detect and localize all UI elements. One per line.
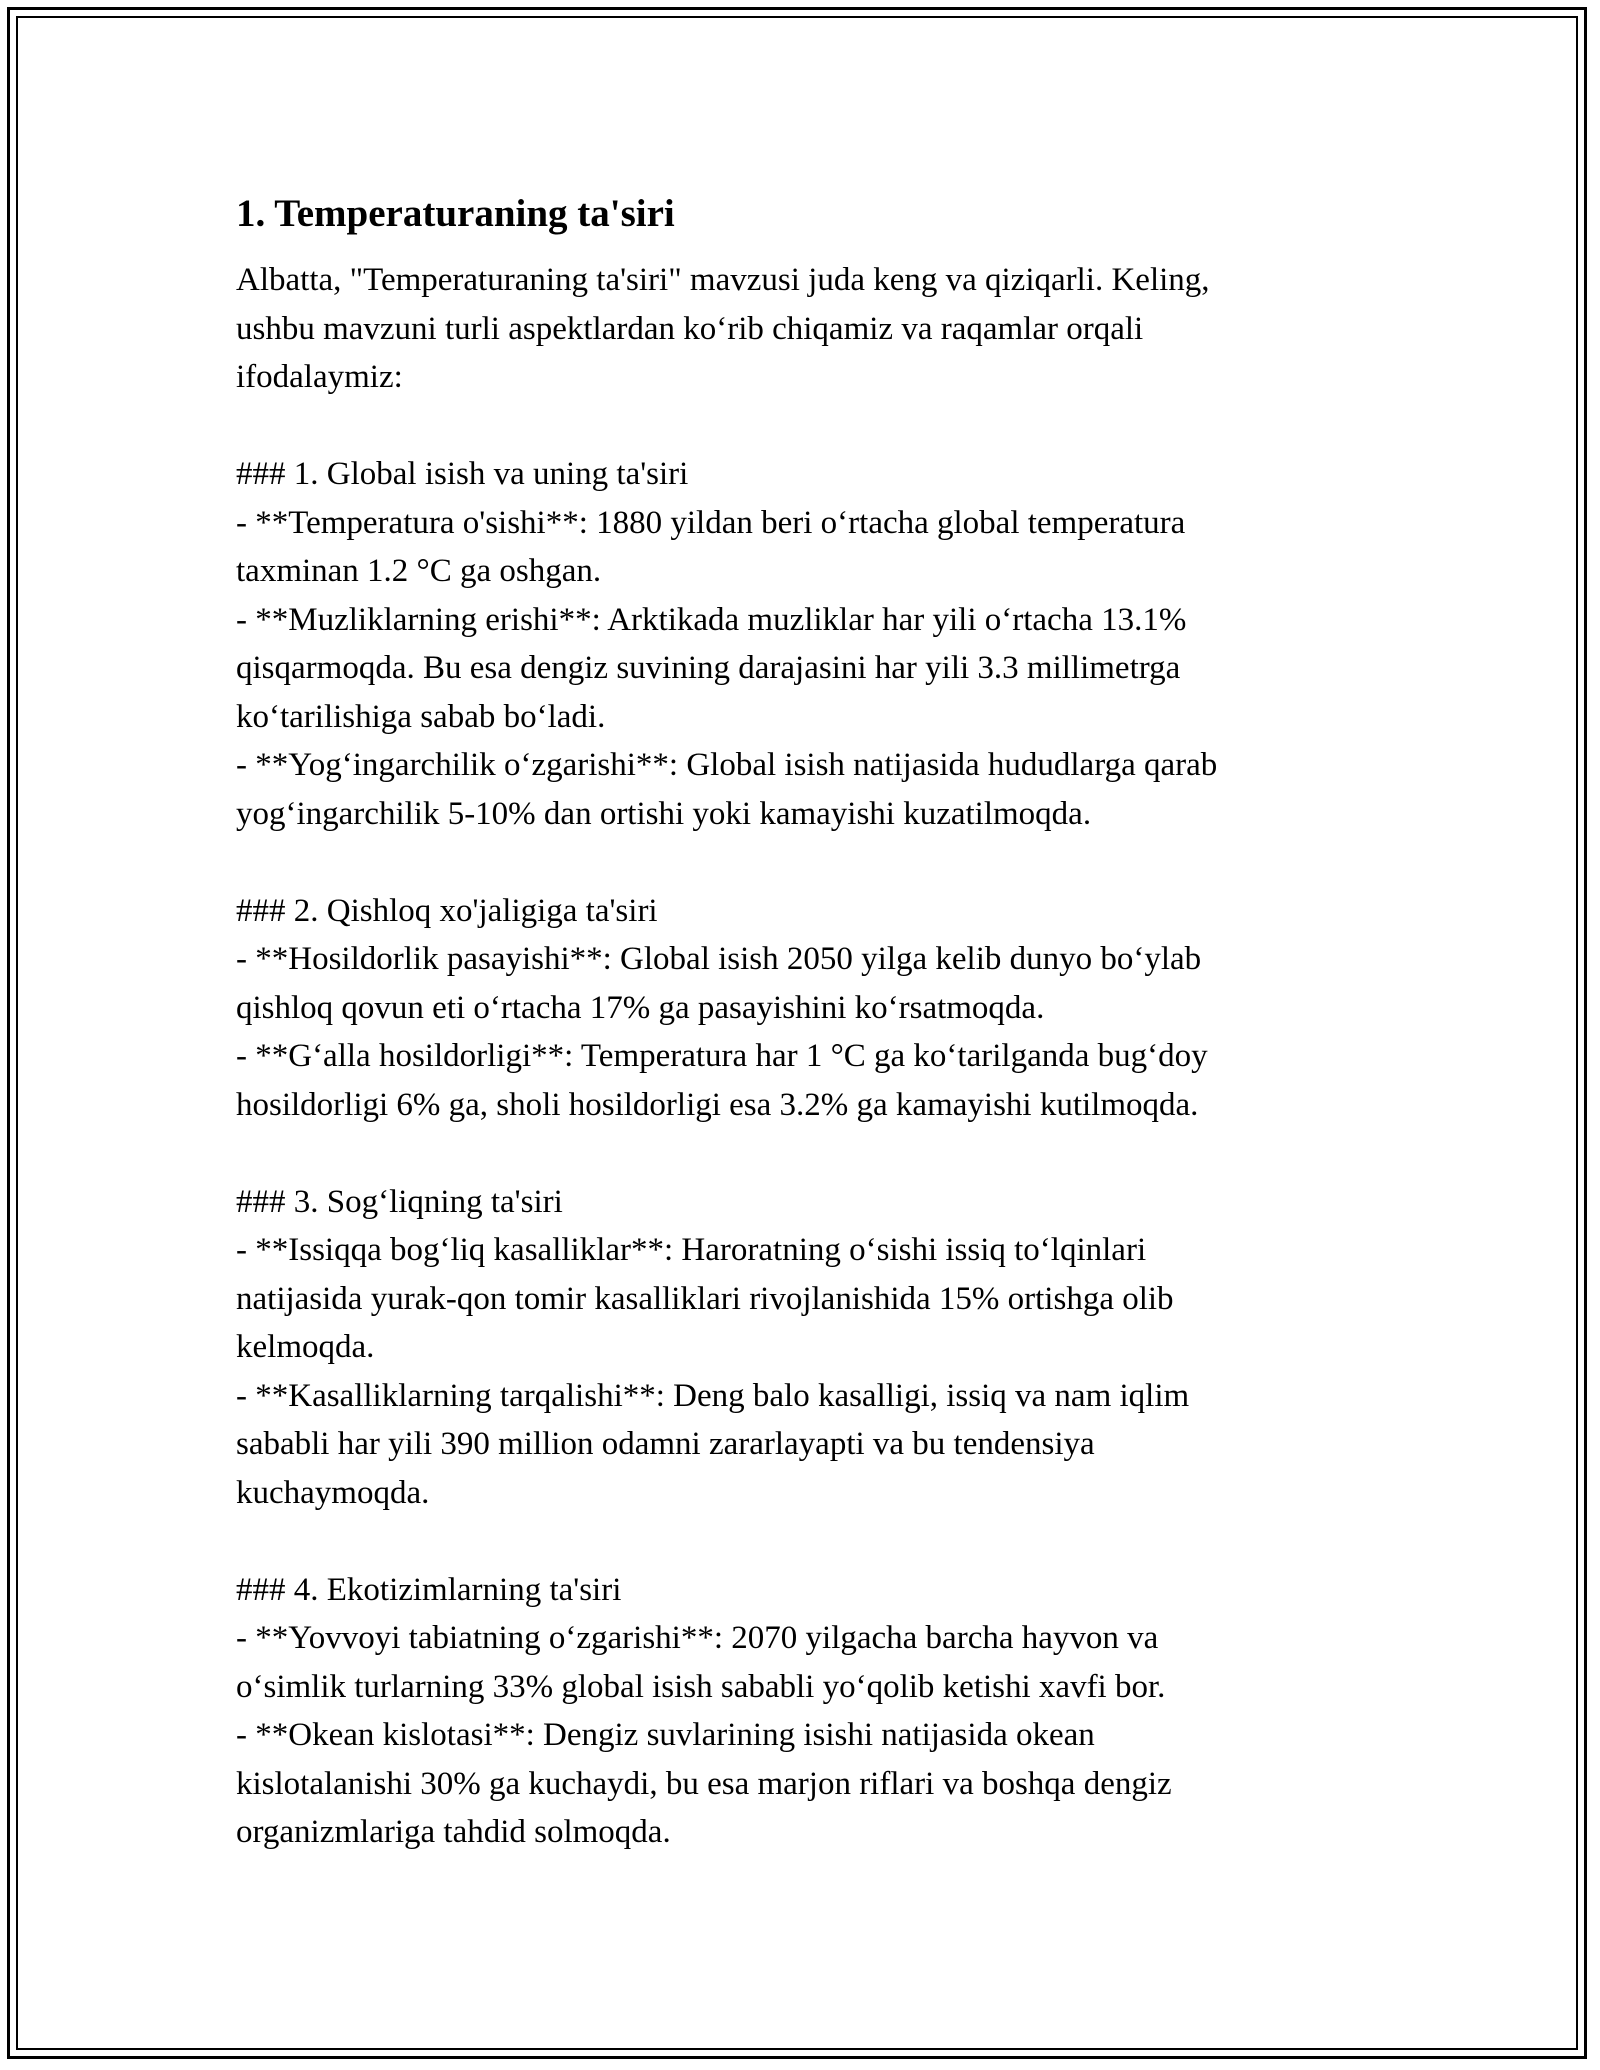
- text-line: organizmlariga tahdid solmoqda.: [236, 1814, 671, 1850]
- blank-line: [236, 1129, 1366, 1178]
- text-line: ushbu mavzuni turli aspektlardan ko‘rib chiqamiz va raqamlar orqali: [236, 310, 1144, 347]
- text-line: Albatta, "Temperaturaning ta'siri" mavzusi juda keng va qiziqarli. Keling,: [236, 262, 1210, 298]
- text-line: yog‘ingarchilik 5-10% dan ortishi yoki kamayishi kuzatilmoqda.: [236, 795, 1092, 832]
- text-line: - **Yog‘ingarchilik o‘zgarishi**: Global isish natijasida hududlarga qarab: [236, 747, 1218, 783]
- text-line: kuchaymoqda.: [236, 1474, 430, 1511]
- text-line: natijasida yurak-qon tomir kasalliklari rivojlanishida 15% ortishga olib: [236, 1280, 1174, 1317]
- blank-line: [236, 1517, 1366, 1566]
- section-heading: ### 4. Ekotizimlarning ta'siri: [236, 1571, 622, 1608]
- text-line: ifodalaymiz:: [236, 359, 403, 395]
- text-line: - **Issiqqa bog‘liq kasalliklar**: Haroratning o‘sishi issiq to‘lqinlari: [236, 1232, 1147, 1268]
- text-line: - **Muzliklarning erishi**: Arktikada muzliklar har yili o‘rtacha 13.1%: [236, 601, 1187, 638]
- document-text: [236, 256, 1366, 1857]
- text-line: - **Temperatura o'sishi**: 1880 yildan beri o‘rtacha global temperatura: [236, 504, 1186, 541]
- text-line: - **G‘alla hosildorligi**: Temperatura har 1 °C ga ko‘tarilganda bug‘doy: [236, 1038, 1208, 1074]
- text-line: hosildorligi 6% ga, sholi hosildorligi esa 3.2% ga kamayishi kutilmoqda.: [236, 1086, 1199, 1123]
- text-line: o‘simlik turlarning 33% global isish sababli yo‘qolib ketishi xavfi bor.: [236, 1668, 1166, 1705]
- text-line: qisqarmoqda. Bu esa dengiz suvining darajasini har yili 3.3 millimetrga: [236, 650, 1181, 686]
- blank-line: [236, 838, 1366, 887]
- text-line: kelmoqda.: [236, 1329, 375, 1365]
- text-line: - **Yovvoyi tabiatning o‘zgarishi**: 2070 yilgacha barcha hayvon va: [236, 1620, 1159, 1656]
- section-heading: ### 2. Qishloq xo'jaligiga ta'siri: [236, 892, 658, 929]
- text-line: sababli har yili 390 million odamni zararlayapti va bu tendensiya: [236, 1426, 1095, 1462]
- text-line: - **Okean kislotasi**: Dengiz suvlarining isishi natijasida okean: [236, 1717, 1095, 1753]
- text-line: ko‘tarilishiga sabab bo‘ladi.: [236, 698, 606, 735]
- section-heading: ### 1. Global isish va uning ta'siri: [236, 456, 689, 492]
- section-heading: ### 3. Sog‘liqning ta'siri: [236, 1183, 563, 1220]
- text-line: taxminan 1.2 °C ga oshgan.: [236, 553, 602, 589]
- text-line: - **Hosildorlik pasayishi**: Global isish 2050 yilga kelib dunyo bo‘ylab: [236, 941, 1202, 977]
- text-line: - **Kasalliklarning tarqalishi**: Deng balo kasalligi, issiq va nam iqlim: [236, 1377, 1190, 1414]
- document-body: [236, 184, 1366, 1857]
- text-line: qishloq qovun eti o‘rtacha 17% ga pasayishini ko‘rsatmoqda.: [236, 989, 1045, 1026]
- text-line: kislotalanishi 30% ga kuchaydi, bu esa marjon riflari va boshqa dengiz: [236, 1765, 1172, 1802]
- document-title: 1. Temperaturaning ta'siri: [236, 192, 675, 235]
- blank-line: [236, 402, 1366, 451]
